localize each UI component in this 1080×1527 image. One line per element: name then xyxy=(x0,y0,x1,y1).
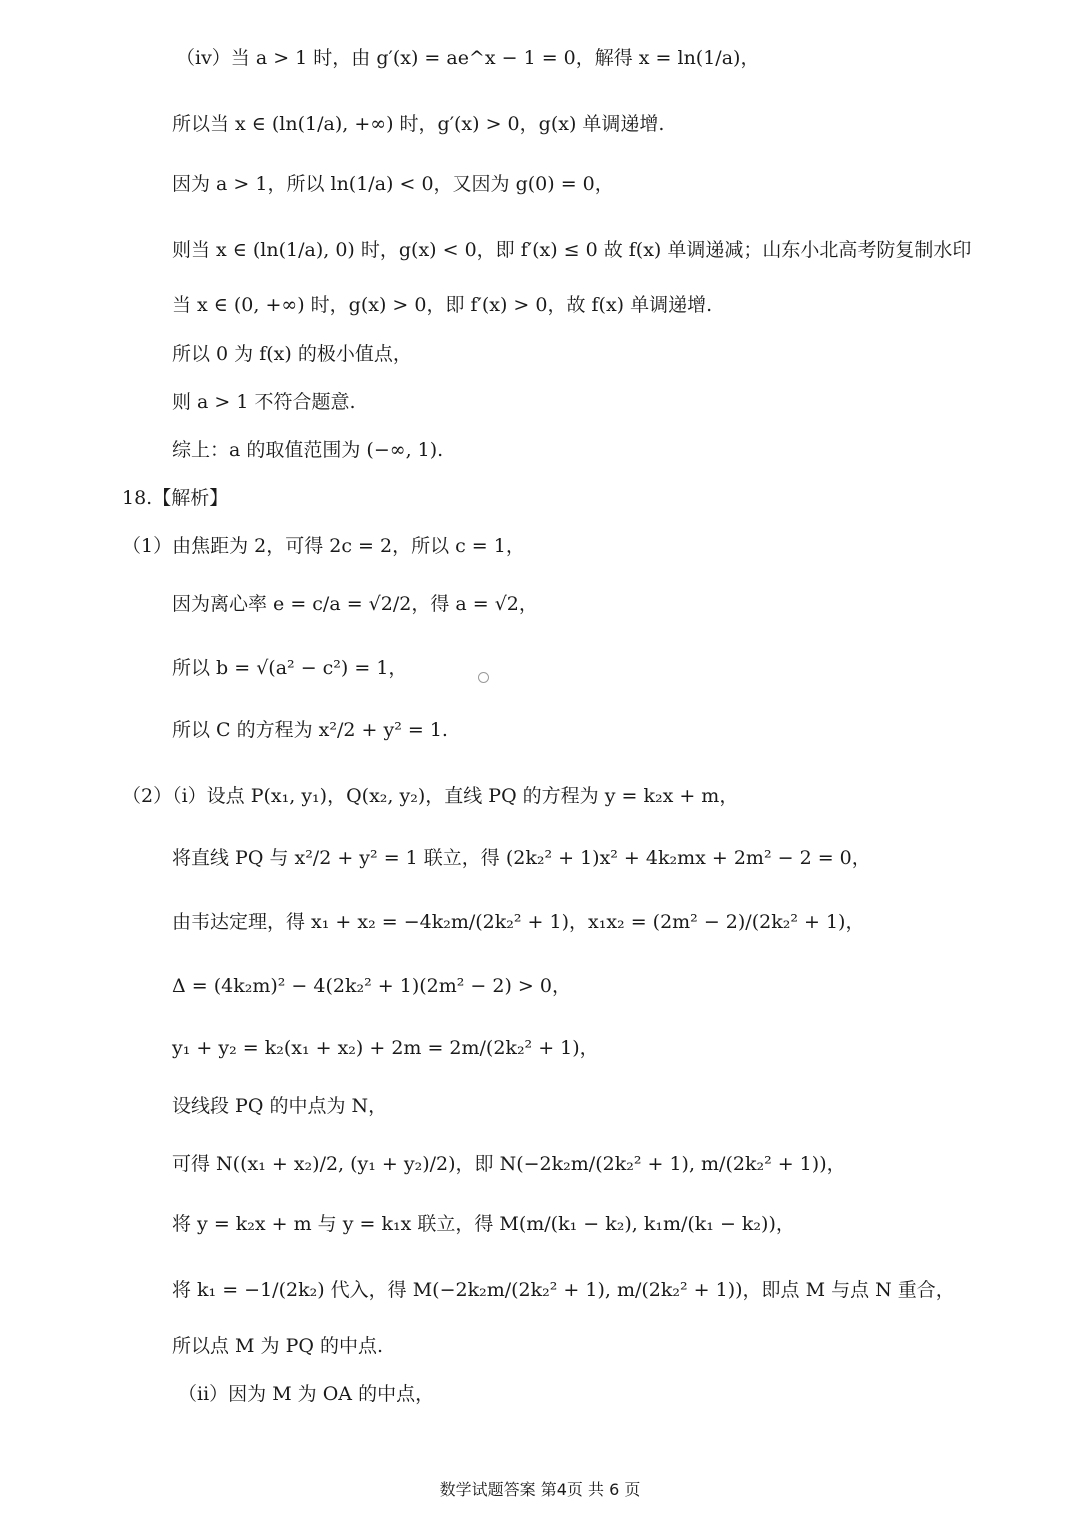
case-iv-line: （iv）当 a > 1 时，由 g′(x) = ae^x − 1 = 0，解得 x = ln(1/a)， xyxy=(176,47,760,69)
problem-18-heading: 18.【解析】 xyxy=(122,487,229,509)
part-ii-line: （ii）因为 M 为 OA 的中点， xyxy=(178,1383,435,1405)
discriminant-line: Δ = (4k₂m)² − 4(2k₂² + 1)(2m² − 2) > 0， xyxy=(172,975,571,997)
vieta-line: 由韦达定理，得 x₁ + x₂ = −4k₂m/(2k₂² + 1)，x₁x₂ = (2m² − 2)/(2k₂² + 1)， xyxy=(172,911,865,933)
positive-interval-line: 当 x ∈ (0, +∞) 时，g(x) > 0，即 f′(x) > 0，故 f(x) 单调递增. xyxy=(172,294,713,316)
midpoint-n-line: 可得 N((x₁ + x₂)/2, (y₁ + y₂)/2)，即 N(−2k₂m/(2k₂² + 1), m/(2k₂² + 1))， xyxy=(172,1153,846,1175)
rejection-line: 则 a > 1 不符合题意. xyxy=(172,391,356,413)
scan-mark xyxy=(478,672,489,683)
b-value-line: 所以 b = √(a² − c²) = 1， xyxy=(172,657,408,679)
substitute-k1-line: 将 k₁ = −1/(2k₂) 代入，得 M(−2k₂m/(2k₂² + 1), m/(2k₂² + 1))，即点 M 与点 N 重合， xyxy=(172,1279,955,1301)
conclusion-line: 综上：a 的取值范围为 (−∞, 1). xyxy=(172,439,444,461)
ellipse-equation-line: 所以 C 的方程为 x²/2 + y² = 1. xyxy=(172,719,448,741)
intersection-m-line: 将 y = k₂x + m 与 y = k₁x 联立，得 M(m/(k₁ − k₂), k₁m/(k₁ − k₂))， xyxy=(172,1213,795,1235)
decreasing-interval-line: 则当 x ∈ (ln(1/a), 0) 时，g(x) < 0，即 f′(x) ≤ 0 故 f(x) 单调递减；山东小北高考防复制水印 xyxy=(172,239,972,261)
m-midpoint-line: 所以点 M 为 PQ 的中点. xyxy=(172,1335,384,1357)
eccentricity-line: 因为离心率 e = c/a = √2/2，得 a = √2， xyxy=(172,593,538,615)
part-1-focal-line: （1）由焦距为 2，可得 2c = 2，所以 c = 1， xyxy=(122,535,525,557)
substitution-line: 将直线 PQ 与 x²/2 + y² = 1 联立，得 (2k₂² + 1)x² + 4k₂mx + 2m² − 2 = 0， xyxy=(172,847,871,869)
midpoint-intro-line: 设线段 PQ 的中点为 N， xyxy=(172,1095,388,1117)
ln-negative-line: 因为 a > 1，所以 ln(1/a) < 0，又因为 g(0) = 0， xyxy=(172,173,614,195)
part-2-setup-line: （2）（i）设点 P(x₁, y₁)，Q(x₂, y₂)，直线 PQ 的方程为 y = k₂x + m， xyxy=(122,785,739,807)
page-footer: 数学试题答案 第4页 共 6 页 xyxy=(439,1480,641,1499)
minimum-point-line: 所以 0 为 f(x) 的极小值点， xyxy=(172,343,412,365)
y-sum-line: y₁ + y₂ = k₂(x₁ + x₂) + 2m = 2m/(2k₂² + 1)， xyxy=(172,1037,599,1059)
increasing-interval-line: 所以当 x ∈ (ln(1/a), +∞) 时，g′(x) > 0，g(x) 单调递增. xyxy=(172,113,665,135)
